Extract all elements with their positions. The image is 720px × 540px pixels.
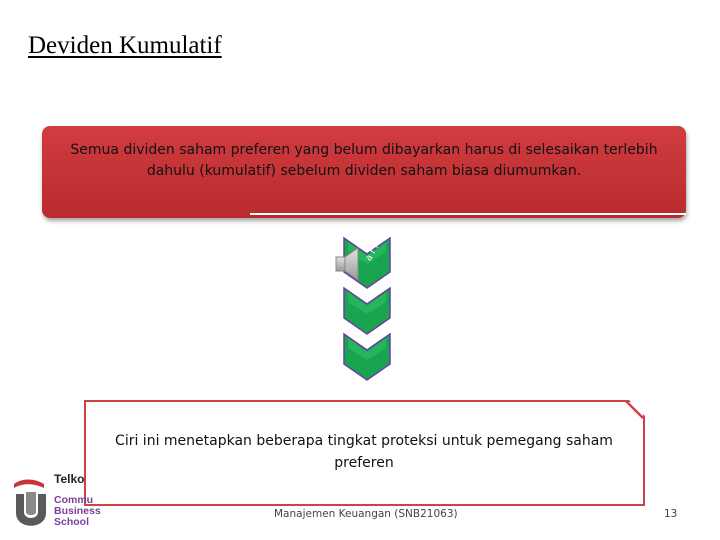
feature-box-corner	[625, 400, 645, 420]
logo-brand-text: Telko	[54, 472, 85, 486]
definition-text: Semua dividen saham preferen yang belum dibayarkan harus di selesaikan terlebih dahulu (kumulatif) sebelum dividen saham biasa diumumkan.	[70, 142, 658, 179]
slide-title: Deviden Kumulatif	[28, 32, 222, 59]
logo-line-text: School	[54, 516, 90, 528]
logo-line-text: Commu	[54, 494, 94, 506]
telkom-logo	[10, 472, 52, 534]
chevron-down-icon	[342, 286, 392, 336]
footer-course: Manajemen Keuangan (SNB21063)	[274, 508, 458, 520]
chevron-label: a r r o w	[364, 225, 392, 263]
definition-box-underline	[250, 213, 686, 215]
page-number: 13	[664, 508, 678, 520]
feature-text: Ciri ini menetapkan beberapa tingkat proteksi untuk pemegang saham preferen	[115, 433, 613, 471]
speaker-icon[interactable]	[334, 246, 364, 282]
logo-line-text: Business	[54, 505, 101, 517]
chevron-down-icon	[342, 332, 392, 382]
